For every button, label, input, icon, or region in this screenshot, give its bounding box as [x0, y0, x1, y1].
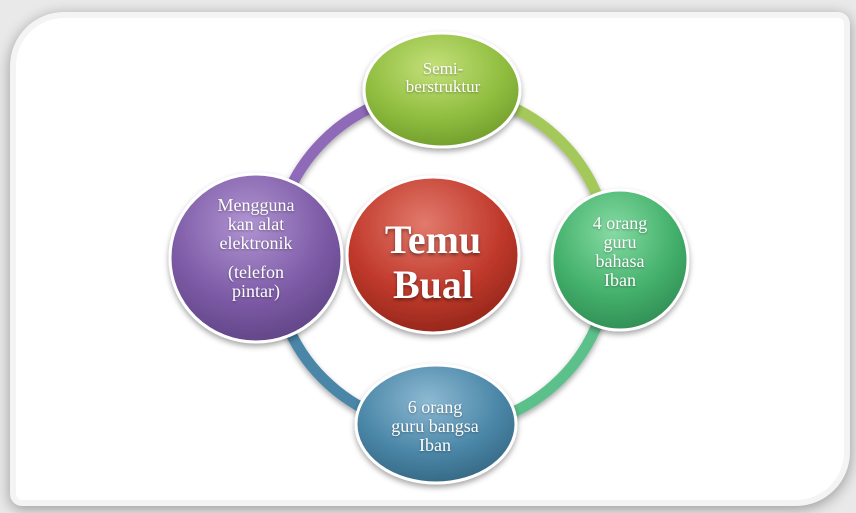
node-bottom-label [368, 398, 502, 455]
center-label [358, 218, 508, 308]
node-left-line: (telefon [228, 261, 284, 282]
node-left-line: kan alat [227, 213, 285, 234]
node-top-line: berstruktur [405, 76, 481, 96]
node-bottom-line: Iban [419, 434, 451, 455]
center-line: Temu [384, 217, 482, 262]
node-left-label [192, 196, 320, 300]
node-right-line: bahasa [595, 250, 645, 271]
node-left-line: elektronik [219, 232, 293, 253]
node-left-line: pintar) [232, 280, 280, 301]
node-right-label [572, 214, 668, 290]
node-right-line: 4 orang [592, 213, 648, 233]
node-bottom-line: guru bangsa [391, 415, 479, 436]
node-right-line: Iban [604, 269, 636, 290]
node-bottom-line: 6 orang [407, 397, 463, 417]
node-top-line: Semi- [422, 59, 464, 78]
node-top-label [398, 60, 488, 96]
node-left-line: Mengguna [217, 195, 295, 215]
node-right-line: guru [603, 231, 637, 252]
center-line: Bual [392, 261, 474, 307]
